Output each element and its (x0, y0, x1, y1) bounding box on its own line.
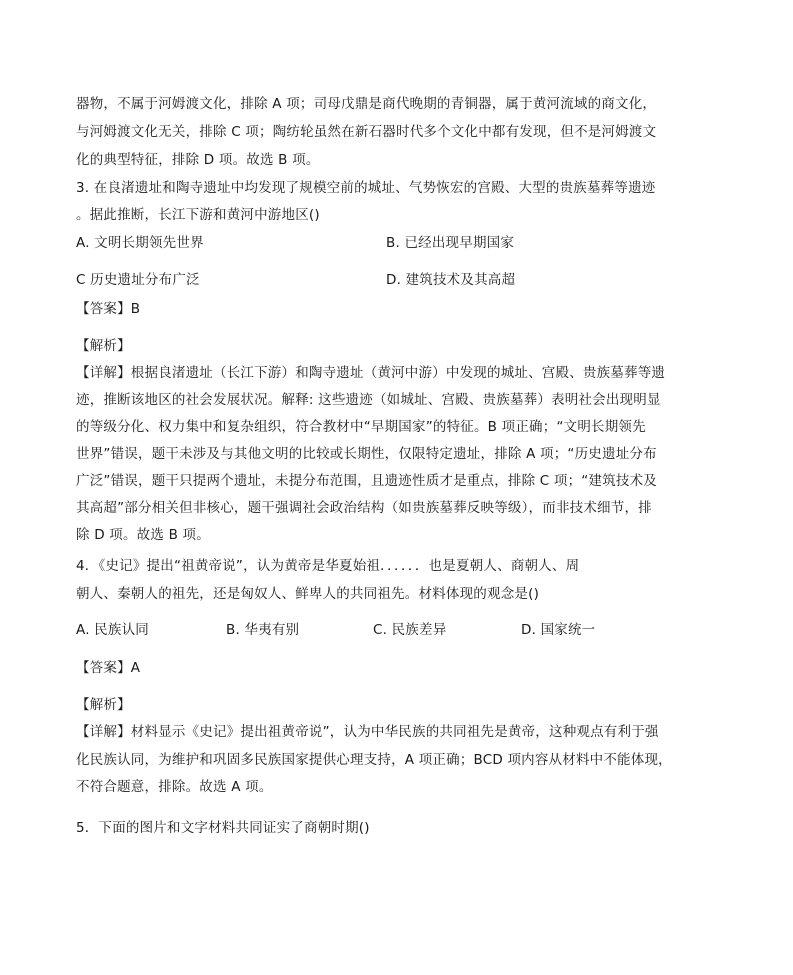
q4-option-b: B. 华夷有别 (226, 622, 300, 638)
q3-option-a: A. 文明长期领先世界 (76, 235, 204, 251)
q3-stem-line-2: 。据此推断，长江下游和黄河中游地区() (76, 207, 320, 223)
q3-option-d: D. 建筑技术及其高超 (386, 272, 516, 288)
prev-analysis-line-1: 器物，不属于河姆渡文化，排除 A 项；司母戊鼎是商代晚期的青铜器，属于黄河流域的商文化， (76, 96, 657, 112)
q3-detail-line-6: 其高超”部分相关但非核心，题干强调社会政治结构（如贵族墓葬反映等级），而非技术细节，排 (76, 500, 652, 516)
q4-option-a: A. 民族认同 (76, 622, 149, 638)
q4-detail-line-3: 不符合题意，排除。故选 A 项。 (76, 779, 273, 795)
q3-analysis-title: 【解析】 (76, 338, 131, 354)
q3-detail-line-2: 迹，推断该地区的社会发展状况。解释: 这些遗迹（如城址、宫殿、贵族墓葬）表明社会出现明显 (76, 392, 661, 408)
q4-detail-line-1: 【详解】材料显示《史记》提出祖黄帝说”，认为中华民族的共同祖先是黄帝，这种观点有利于强 (76, 724, 659, 740)
q3-stem-line-1: 3. 在良渚遗址和陶寺遗址中均发现了规模空前的城址、气势恢宏的宫殿、大型的贵族墓葬等遗迹 (76, 180, 656, 196)
q3-detail-line-7: 除 D 项。故选 B 项。 (76, 527, 210, 543)
q3-detail-line-4: 世界”错误，题干未涉及与其他文明的比较或长期性，仅限特定遗址，排除 A 项；“历史遗址分布 (76, 446, 657, 462)
q5-stem: 5．下面的图片和文字材料共同证实了商朝时期() (76, 820, 370, 836)
q3-option-b: B. 已经出现早期国家 (386, 235, 515, 251)
q4-detail-line-2: 化民族认同，为维护和巩固多民族国家提供心理支持，A 项正确；BCD 项内容从材料中不能体现， (76, 752, 672, 768)
q4-answer: 【答案】A (76, 660, 141, 676)
q4-stem-line-1: 4．《史记》提出“祖黄帝说”，认为黄帝是华夏始祖．．．．．．也是夏朝人、商朝人、周 (76, 558, 580, 574)
prev-analysis-line-2: 与河姆渡文化无关，排除 C 项；陶纺轮虽然在新石器时代多个文化中都有发现，但不是河姆渡文 (76, 124, 657, 140)
q4-analysis-title: 【解析】 (76, 697, 131, 713)
q4-option-c: C. 民族差异 (373, 622, 447, 638)
q3-detail-line-1: 【详解】根据良渚遗址（长江下游）和陶寺遗址（黄河中游）中发现的城址、宫殿、贵族墓葬等遗 (76, 365, 666, 381)
q3-option-c: C 历史遗址分布广泛 (76, 272, 200, 288)
q4-stem-line-2: 朝人、秦朝人的祖先，还是匈奴人、鲜卑人的共同祖先。材料体现的观念是() (76, 586, 540, 602)
prev-analysis-line-3: 化的典型特征，排除 D 项。故选 B 项。 (76, 152, 320, 168)
q3-detail-line-3: 的等级分化、权力集中和复杂组织，符合教材中“早期国家”的特征。B 项正确；“文明长期领先 (76, 419, 646, 435)
q3-detail-line-5: 广泛”错误，题干只提两个遗址，未提分布范围，且遗迹性质才是重点，排除 C 项；“建筑技术及 (76, 473, 657, 489)
q3-answer: 【答案】B (76, 301, 141, 317)
q4-option-d: D. 国家统一 (521, 622, 596, 638)
